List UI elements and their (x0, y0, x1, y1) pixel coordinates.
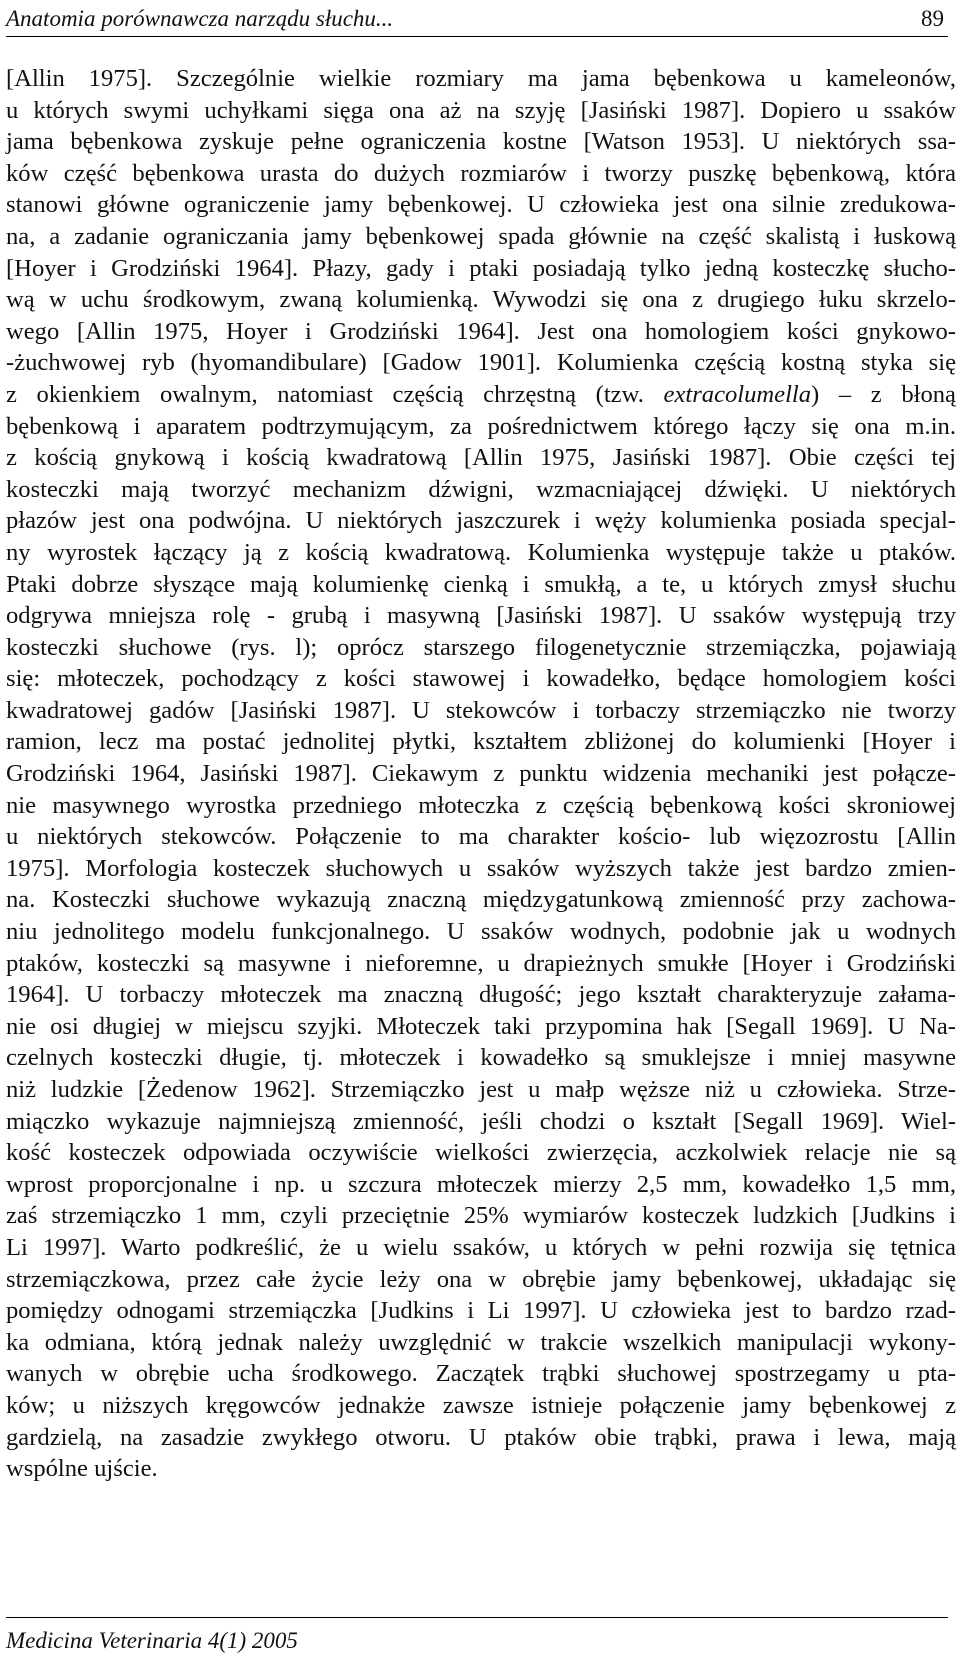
body-line: 1975]. Morfologia kosteczek słuchowych u ssaków wyższych także jest bardzo zmien- (6, 854, 956, 882)
body-line: ptaków, kosteczki są masywne i nieforemne, u drapieżnych smukłe [Hoyer i Grodziński (6, 949, 956, 977)
italic-term: extracolumella (663, 380, 812, 408)
body-line: u niektórych stekowców. Połączenie to ma charakter kościo- lub więzozrostu [Allin (6, 823, 956, 851)
body-line: kosteczki słuchowe (rys. l); oprócz starszego filogenetycznie strzemiączka, pojawiają (6, 633, 956, 661)
body-line: bębenkową i aparatem podtrzymującym, za pośrednictwem którego łączy się ona m.in. (6, 412, 956, 440)
body-line: stanowi główne ograniczenie jamy bębenkowej. U człowieka jest ona silnie zredukowa- (6, 191, 956, 219)
body-line: wspólne ujście. (6, 1455, 158, 1483)
running-title: Anatomia porównawcza narządu słuchu... (6, 6, 394, 31)
body-line: u których swymi uchyłkami sięga ona aż na szyję [Jasiński 1987]. Dopiero u ssaków (6, 96, 956, 124)
body-line: wanych w obrębie ucha środkowego. Zaczątek trąbki słuchowej spostrzegamy u pta- (6, 1360, 956, 1388)
journal-citation: Medicina Veterinaria 4(1) 2005 (6, 1628, 298, 1653)
body-line: strzemiączkowa, przez całe życie leży ona w obrębie jamy bębenkowej, układając się (6, 1265, 956, 1293)
body-line: kwadratowej gadów [Jasiński 1987]. U stekowców i torbaczy strzemiączko nie tworzy (6, 696, 956, 724)
body-line: czelnych kosteczki długie, tj. młoteczek i kowadełko są smuklejsze i mniej masywne (6, 1044, 956, 1072)
body-line: niż ludzkie [Żedenow 1962]. Strzemiączko jest u małp węższe niż u człowieka. Strze- (6, 1076, 956, 1103)
body-line: odgrywa mniejsza rolę - grubą i masywną [Jasiński 1987]. U ssaków występują trzy (6, 602, 956, 630)
body-line: kość kosteczek odpowiada oczywiście wielkości zwierzęcia, aczkolwiek relacje nie są (6, 1139, 956, 1167)
body-line: pomiędzy odnogami strzemiączka [Judkins i Li 1997]. U człowieka jest to bardzo rzad- (6, 1297, 956, 1325)
body-line: wą w uchu środkowym, zwaną kolumienką. Wywodzi się ona z drugiego łuku skrzelo- (6, 286, 956, 314)
body-line: ny wyrostek łączący ją z kością kwadratową. Kolumienka występuje także u ptaków. (6, 538, 956, 566)
body-line: miączko wykazuje najmniejszą zmienność, jeśli chodzi o kształt [Segall 1969]. Wiel- (6, 1107, 956, 1135)
body-line: 1964]. U torbaczy młoteczek ma znaczną długość; jego kształt charakteryzuje załama- (6, 981, 956, 1009)
body-line: niu jednolitego modelu funkcjonalnego. U ssaków wodnych, podobnie jak u wodnych (6, 918, 956, 946)
body-line: nie osi długiej w miejscu szyjki. Młoteczek taki przypomina hak [Segall 1969]. U Na- (6, 1012, 956, 1040)
body-line: [Allin 1975]. Szczególnie wielkie rozmiary ma jama bębenkowa u kameleonów, (6, 65, 956, 92)
body-line: kosteczki mają tworzyć mechanizm dźwigni, wzmacniającej dźwięki. U niektórych (6, 475, 956, 503)
body-line: [Hoyer i Grodziński 1964]. Płazy, gady i ptaki posiadają tylko jedną kosteczkę słucho- (6, 254, 956, 282)
body-line: ków; u niższych kręgowców jednakże zawsze istnieje połączenie jamy bębenkowej z (6, 1391, 956, 1419)
body-line: Ptaki dobrze słyszące mają kolumienkę cienką i smukłą, a te, u których zmysł słuchu (6, 570, 956, 598)
running-header (6, 6, 948, 37)
body-line: Grodziński 1964, Jasiński 1987]. Ciekawym z punktu widzenia mechaniki jest połącze- (6, 760, 956, 788)
body-line: ramion, lecz ma postać jednolitej płytki, kształtem zbliżonej do kolumienki [Hoyer i (6, 728, 956, 756)
body-line: -żuchwowej ryb (hyomandibulare) [Gadow 1901]. Kolumienka częścią kostną styka się (6, 349, 956, 377)
body-line: zaś strzemiączko 1 mm, czyli przeciętnie 25% wymiarów kosteczek ludzkich [Judkins i (6, 1202, 956, 1230)
body-line: płazów jest ona podwójna. U niektórych jaszczurek i węży kolumienka posiada specjal- (6, 507, 956, 535)
body-line: gardzielą, na zasadzie zwykłego otworu. U ptaków obie trąbki, prawa i lewa, mają (6, 1423, 956, 1451)
body-line: wego [Allin 1975, Hoyer i Grodziński 1964]. Jest ona homologiem kości gnykowo- (6, 317, 956, 345)
body-text (6, 63, 956, 1485)
body-line: wprost proporcjonalne i np. u szczura młoteczek mierzy 2,5 mm, kowadełko 1,5 mm, (6, 1170, 956, 1198)
page-number: 89 (921, 6, 944, 31)
body-line: jama bębenkowa zyskuje pełne ograniczenia kostne [Watson 1953]. U niektórych ssa- (6, 128, 956, 156)
body-line: nie masywnego wyrostka przedniego młoteczka z częścią bębenkową kości skroniowej (6, 791, 956, 819)
body-line: ków część bębenkowa urasta do dużych rozmiarów i tworzy puszkę bębenkową, która (6, 159, 956, 187)
body-line: Li 1997]. Warto podkreślić, że u wielu ssaków, u których w pełni rozwija się tętnica (6, 1233, 956, 1261)
body-line: ka odmiana, którą jednak należy uwzględnić w trakcie wszelkich manipulacji wykony- (6, 1328, 956, 1356)
running-footer (6, 1617, 948, 1654)
body-line: z okienkiem owalnym, natomiast częścią chrzęstną (tzw. extracolumella) – z błoną (6, 380, 956, 408)
body-line: z kością gnykową i kością kwadratową [Allin 1975, Jasiński 1987]. Obie części tej (6, 444, 956, 472)
body-line: na, a zadanie ograniczania jamy bębenkowej spada głównie na część skalistą i łuskową (6, 222, 956, 250)
body-line: na. Kosteczki słuchowe wykazują znaczną międzygatunkową zmienność przy zachowa- (6, 886, 956, 914)
body-line: się: młoteczek, pochodzący z kości stawowej i kowadełko, będące homologiem kości (6, 665, 956, 693)
